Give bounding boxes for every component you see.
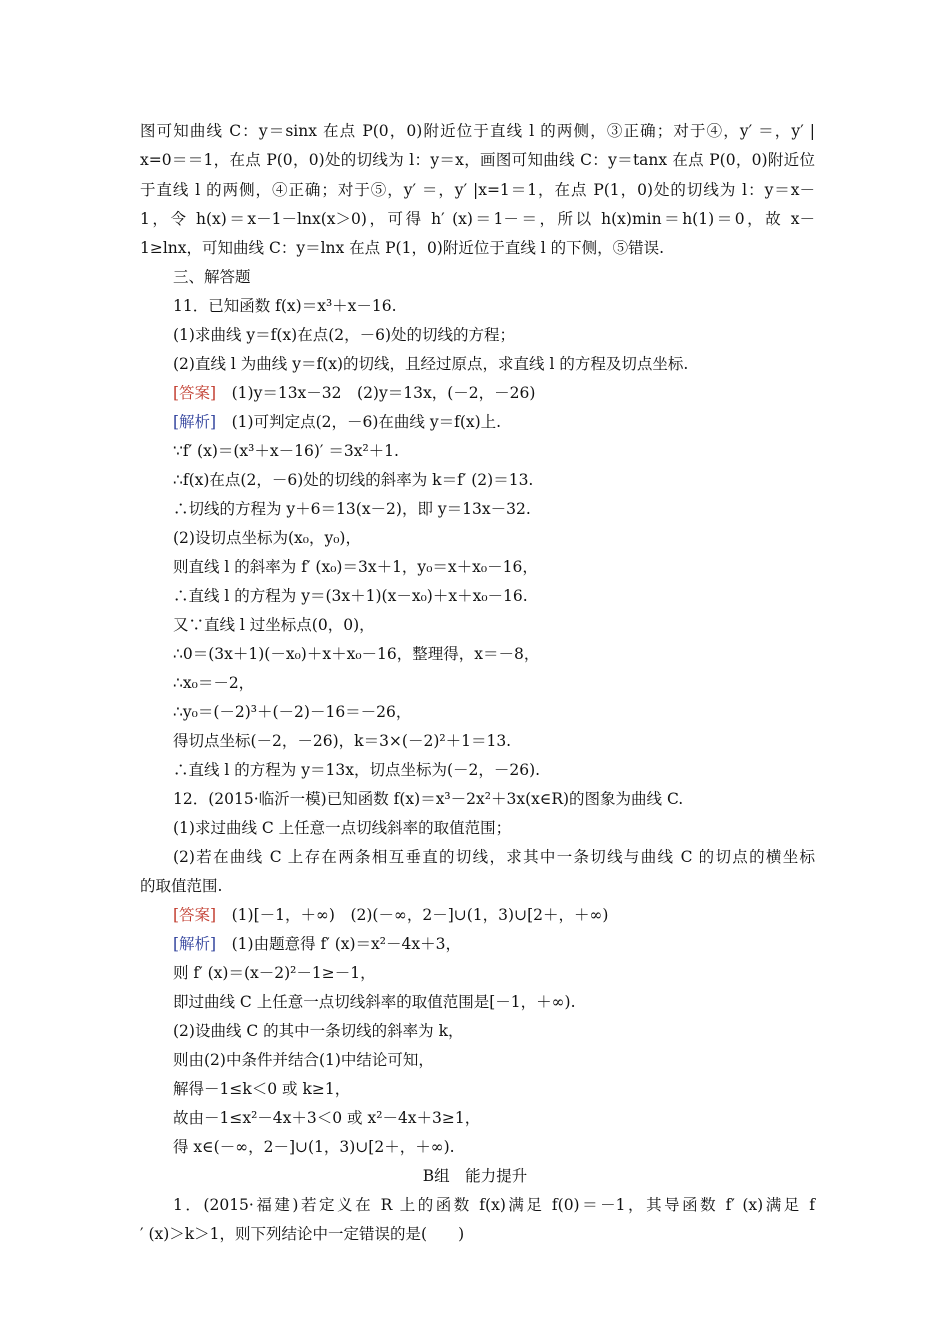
text-line: ∴切线的方程为 y＋6＝13(x－2)，即 y＝13x－32.: [173, 500, 531, 518]
text-line: ∴直线 l 的方程为 y＝(3x＋1)(x－x₀)＋x＋x₀－16.: [173, 587, 528, 605]
section-heading-b: B组 能力提升: [422, 1167, 528, 1185]
text-line: ∴f(x)在点(2，－6)处的切线的斜率为 k＝f′ (2)＝13.: [173, 471, 534, 489]
text-line: (1)求曲线 y＝f(x)在点(2，－6)处的切线的方程；: [173, 326, 516, 344]
analysis-tag: [解析]: [173, 935, 217, 953]
text-line: (1)求过曲线 C 上任意一点切线斜率的取值范围；: [173, 819, 512, 837]
question-12: 12．(2015·临沂一模)已知函数 f(x)＝x³－2x²＋3x(x∈R)的图象为曲线 C.: [173, 790, 684, 808]
text-line: x=0＝＝1，在点 P(0，0)处的切线为 l：y＝x，画图可知曲线 C：y＝tanx 在点 P(0，0)附近位: [140, 151, 815, 169]
text-line: ∴0＝(3x＋1)(－x₀)＋x＋x₀－16，整理得，x＝－8，: [173, 645, 540, 663]
text-line: (2)直线 l 为曲线 y＝f(x)的切线，且经过原点，求直线 l 的方程及切点坐标.: [173, 355, 689, 373]
text-line: (2)若在曲线 C 上存在两条相互垂直的切线，求其中一条切线与曲线 C 的切点的横坐标: [173, 848, 815, 866]
answer-tag: [答案]: [173, 906, 217, 924]
analysis-line: [173, 412, 848, 432]
analysis-text: (1)可判定点(2，－6)在曲线 y＝f(x)上.: [231, 413, 502, 431]
text-line: 则由(2)中条件并结合(1)中结论可知，: [173, 1051, 434, 1069]
question-11: 11．已知函数 f(x)＝x³＋x－16.: [173, 297, 397, 315]
text-line: ∴y₀＝(－2)³＋(－2)－16＝－26，: [173, 703, 412, 721]
text-line: (2)设曲线 C 的其中一条切线的斜率为 k，: [173, 1022, 464, 1040]
text-line: 1，令 h(x)＝x－1－lnx(x＞0)，可得 h′ (x)＝1－＝，所以 h(x)min＝h(1)＝0，故 x－: [140, 210, 815, 228]
text-line: 的取值范围.: [140, 877, 223, 895]
text-line: 解得－1≤k＜0 或 k≥1，: [173, 1080, 351, 1098]
text-line: 1≥lnx，可知曲线 C：y＝lnx 在点 P(1，0)附近位于直线 l 的下侧，⑤错误.: [140, 239, 665, 257]
text-line: 则直线 l 的斜率为 f′ (x₀)＝3x＋1，y₀＝x＋x₀－16，: [173, 558, 538, 576]
text-line: ∴直线 l 的方程为 y＝13x，切点坐标为(－2，－26).: [173, 761, 541, 779]
question-b1: 1．(2015·福建)若定义在 R 上的函数 f(x)满足 f(0)＝－1，其导函数 f′ (x)满足 f: [173, 1196, 815, 1214]
text-line: (2)设切点坐标为(x₀，y₀)，: [173, 529, 361, 547]
text-line: 则 f′ (x)＝(x－2)²－1≥－1，: [173, 964, 376, 982]
text-line: 故由－1≤x²－4x＋3＜0 或 x²－4x＋3≥1，: [173, 1109, 481, 1127]
text-line: ∵f′ (x)＝(x³＋x－16)′ ＝3x²＋1.: [173, 442, 399, 460]
text-line: 于直线 l 的两侧，④正确；对于⑤，y′ ＝，y′ |x=1＝1，在点 P(1，0)处的切线为 l：y＝x－: [140, 181, 815, 199]
text-line: 得切点坐标(－2，－26)，k＝3×(－2)²＋1＝13.: [173, 732, 512, 750]
analysis-tag: [解析]: [173, 413, 217, 431]
text-line: 得 x∈(－∞，2－]∪(1，3)∪[2＋，＋∞).: [173, 1138, 455, 1156]
answer-text: (1)[－1，＋∞) (2)(－∞，2－]∪(1，3)∪[2＋，＋∞): [231, 906, 609, 924]
analysis-line: [173, 934, 848, 954]
answer-line: [173, 383, 848, 403]
analysis-text: (1)由题意得 f′ (x)＝x²－4x＋3，: [231, 935, 461, 953]
text-line: ′ (x)＞k＞1，则下列结论中一定错误的是( ): [140, 1225, 465, 1243]
answer-text: (1)y＝13x－32 (2)y＝13x，(－2，－26): [231, 384, 536, 402]
section-heading: 三、解答题: [173, 268, 251, 286]
text-line: 图可知曲线 C：y＝sinx 在点 P(0，0)附近位于直线 l 的两侧，③正确；对于④，y′ ＝，y′ |: [140, 122, 815, 140]
text-line: 即过曲线 C 上任意一点切线斜率的取值范围是[－1，＋∞).: [173, 993, 576, 1011]
answer-line: [173, 905, 848, 925]
text-line: 又∵直线 l 过坐标点(0，0)，: [173, 616, 375, 634]
answer-tag: [答案]: [173, 384, 217, 402]
text-line: ∴x₀＝－2，: [173, 674, 255, 692]
